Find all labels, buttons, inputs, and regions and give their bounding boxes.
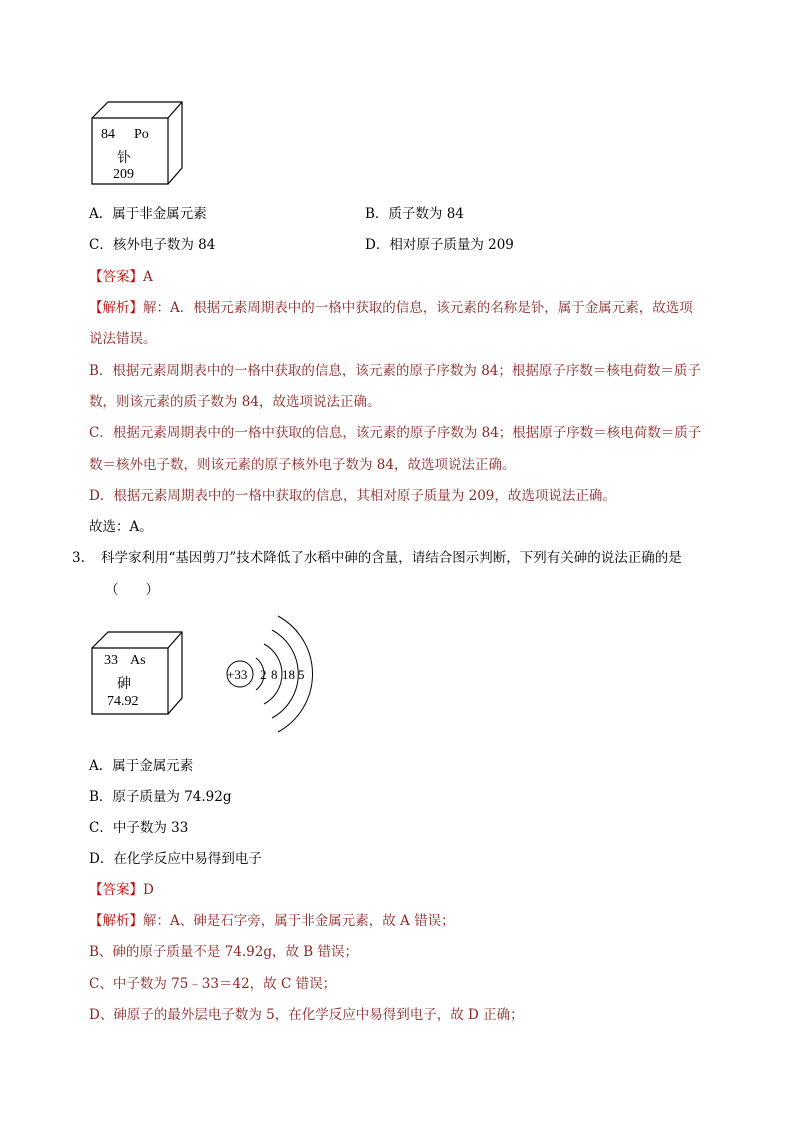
- atom-structure-diagram: [220, 612, 330, 736]
- analysis-line: 数＝核外电子数，则该元素的原子核外电子数为 84，故选项说法正确。: [89, 457, 516, 473]
- analysis-line: 说法错误。: [89, 331, 157, 347]
- shell-electrons: 5: [298, 667, 305, 682]
- atomic-mass: 74.92: [107, 694, 139, 709]
- element-cube-outline: [88, 98, 184, 190]
- element-name: 砷: [117, 677, 131, 692]
- analysis-line: C．根据元素周期表中的一格中获取的信息，该元素的原子序数为 84；根据原子序数＝核电荷数＝质子: [89, 425, 702, 441]
- element-symbol: As: [130, 653, 146, 668]
- analysis-line: D．根据元素周期表中的一格中获取的信息，其相对原子质量为 209，故选项说法正确。: [89, 488, 616, 504]
- atomic-mass: 209: [113, 167, 134, 182]
- option-c: C．核外电子数为 84: [89, 237, 216, 253]
- answer-line: [89, 881, 154, 899]
- option-a: A．属于非金属元素: [89, 206, 207, 222]
- analysis-text: 解：A．根据元素周期表中的一格中获取的信息，该元素的名称是钋，属于金属元素，故选项: [143, 300, 693, 316]
- element-name: 钋: [117, 151, 131, 166]
- shell-electrons: 8: [271, 667, 278, 682]
- analysis-line: C、中子数为 75﹣33＝42，故 C 错误；: [89, 976, 337, 992]
- atomic-number: 84: [101, 127, 115, 142]
- shell-electrons: 2: [260, 667, 267, 682]
- answer-value: D: [143, 882, 154, 898]
- question-stem: 科学家利用“基因剪刀”技术降低了水稻中砷的含量，请结合图示判断，下列有关砷的说法正确的是: [101, 550, 682, 566]
- answer-value: A: [143, 269, 153, 285]
- answer-tag: 【答案】: [89, 269, 143, 285]
- analysis-line: [89, 912, 455, 930]
- analysis-line: [89, 299, 693, 317]
- analysis-line: B、砷的原子质量不是 74.92g，故 B 错误；: [89, 944, 359, 960]
- analysis-tag: 【解析】: [89, 913, 143, 929]
- nucleus-charge: +33: [227, 667, 248, 682]
- option-d: D．在化学反应中易得到电子: [89, 851, 262, 867]
- question-paren: （ ）: [105, 582, 159, 598]
- choose-line: 故选：A。: [89, 519, 153, 535]
- option-d: D．相对原子质量为 209: [365, 237, 514, 253]
- option-b: B．质子数为 84: [365, 206, 464, 222]
- option-a: A．属于金属元素: [89, 758, 194, 774]
- question-number: 3.: [72, 550, 85, 566]
- answer-tag: 【答案】: [89, 882, 143, 898]
- analysis-line: B．根据元素周期表中的一格中获取的信息，该元素的原子序数为 84；根据原子序数＝核电荷数＝质子: [89, 363, 701, 379]
- analysis-line: D、砷原子的最外层电子数为 5，在化学反应中易得到电子，故 D 正确；: [89, 1007, 524, 1023]
- option-c: C．中子数为 33: [89, 820, 189, 836]
- analysis-tag: 【解析】: [89, 300, 143, 316]
- answer-line: [89, 268, 153, 286]
- atomic-number: 33: [104, 653, 118, 668]
- option-b: B．原子质量为 74.92g: [89, 789, 232, 805]
- shell-electrons: 18: [282, 667, 295, 682]
- analysis-text: 解：A、砷是石字旁，属于非金属元素，故 A 错误；: [143, 913, 455, 929]
- analysis-line: 数，则该元素的质子数为 84，故选项说法正确。: [89, 394, 381, 410]
- element-symbol: Po: [134, 127, 149, 142]
